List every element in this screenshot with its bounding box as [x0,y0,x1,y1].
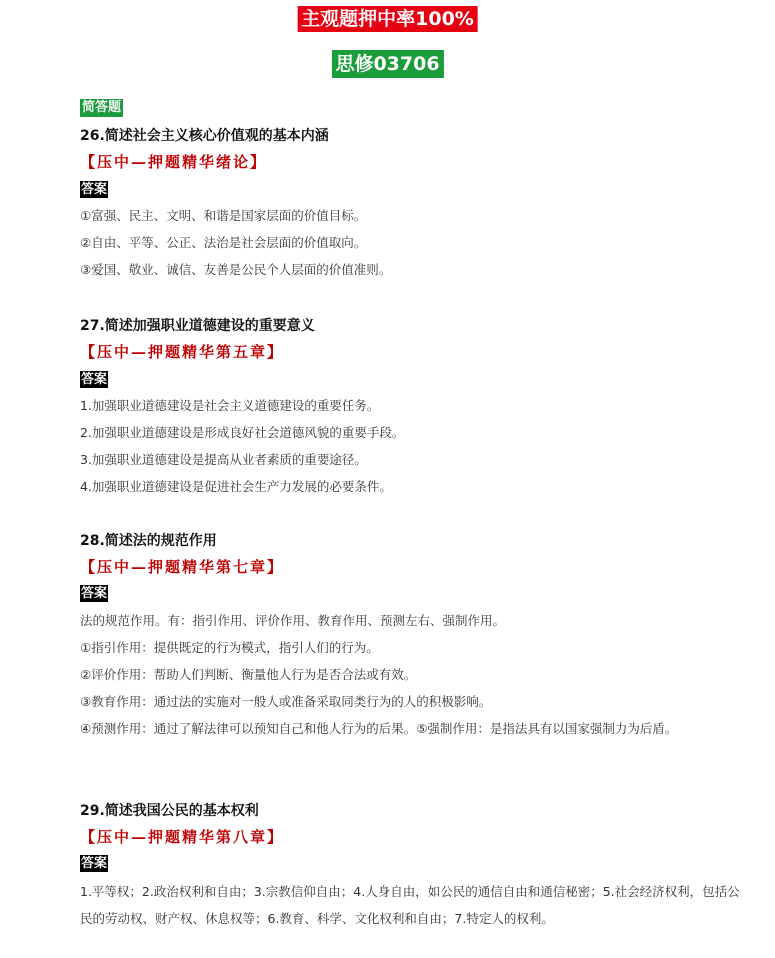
question-reference: 【压中—押题精华第八章】 [80,828,285,846]
answer-line: 3.加强职业道德建设是提高从业者素质的重要途径。 [80,452,367,467]
banner-title: 主观题押中率100% [297,6,478,32]
answer-line: ②自由、平等、公正、法治是社会层面的价值取向。 [80,235,367,250]
answer-line: 2.加强职业道德建设是形成良好社会道德风貌的重要手段。 [80,425,405,440]
answer-line: ③爱国、敬业、诚信、友善是公民个人层面的价值准则。 [80,262,392,277]
question-title: 28.简述法的规范作用 [80,533,217,549]
answer-paragraph: 1.平等权；2.政治权利和自由；3.宗教信仰自由；4.人身自由，如公民的通信自由和通信秘密；5.社会经济权利，包括公民的劳动权、财产权、休息权等；6.教育、科学、文化权利和自由；7.特定人的权利。 [80,884,740,926]
answer-label: 答案 [81,182,108,197]
question-reference: 【压中—押题精华第七章】 [80,558,285,576]
answer-line: ③教育作用：通过法的实施对一般人或准备采取同类行为的人的积极影响。 [80,694,492,709]
answer-line: ②评价作用：帮助人们判断、衡量他人行为是否合法或有效。 [80,667,417,682]
course-code-banner: 思修03706 [331,50,443,78]
question-reference: 【压中—押题精华绪论】 [80,153,268,171]
question-reference: 【压中—押题精华第五章】 [80,343,285,361]
section-tag: 简答题 [82,100,122,115]
answer-line: 1.加强职业道德建设是社会主义道德建设的重要任务。 [80,398,380,413]
answer-paragraph: ④预测作用：通过了解法律可以预知自己和他人行为的后果。⑤强制作用：是指法具有以国家强制力为后盾。 [80,721,678,736]
answer-line: 4.加强职业道德建设是促进社会生产力发展的必要条件。 [80,479,392,494]
answer-label: 答案 [81,372,108,387]
question-title: 26.简述社会主义核心价值观的基本内涵 [80,128,329,144]
answer-line: 法的规范作用。有：指引作用、评价作用、教育作用、预测左右、强制作用。 [80,613,506,628]
answer-line: ①指引作用：提供既定的行为模式，指引人们的行为。 [80,640,379,655]
answer-label: 答案 [81,586,108,601]
answer-line: ①富强、民主、文明、和谐是国家层面的价值目标。 [80,208,367,223]
question-title: 27.简述加强职业道德建设的重要意义 [80,318,315,334]
answer-label: 答案 [81,856,108,871]
question-title: 29.简述我国公民的基本权利 [80,803,259,819]
